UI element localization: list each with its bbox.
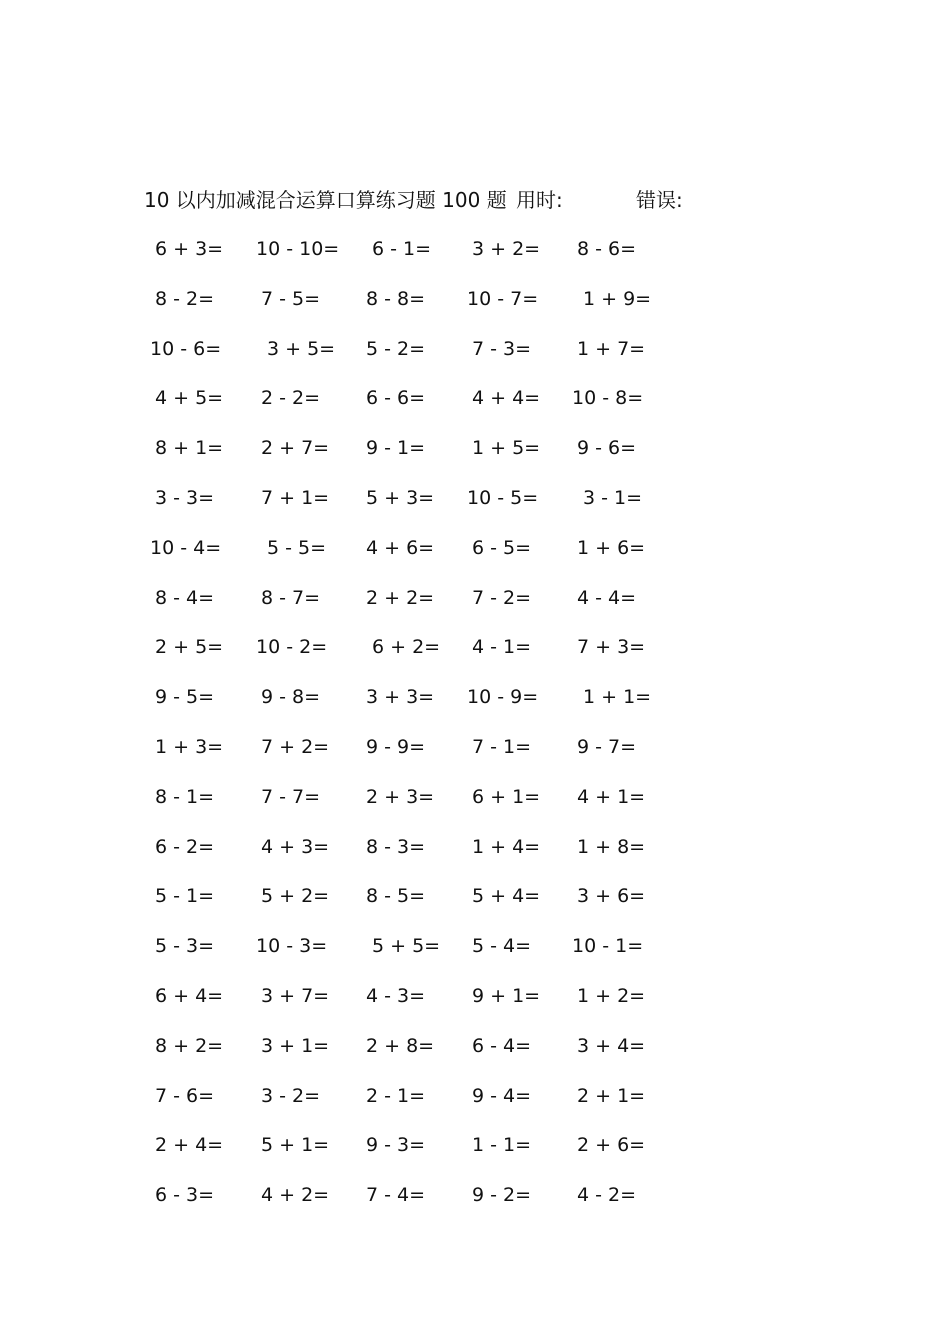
problem-row: [0, 731, 950, 781]
math-problem: 7 - 3=: [472, 337, 532, 360]
math-problem: 9 - 6=: [577, 437, 637, 460]
math-problem: 10 - 5=: [467, 486, 539, 509]
math-problem: 5 - 2=: [366, 337, 426, 360]
math-problem: 5 - 3=: [155, 935, 215, 958]
math-problem: 10 - 6=: [150, 337, 222, 360]
problem-row: [0, 482, 950, 532]
math-problem: 7 + 3=: [577, 636, 646, 659]
math-problem: 6 - 5=: [472, 536, 532, 559]
math-problem: 3 - 2=: [261, 1084, 321, 1107]
math-problem: 9 - 5=: [155, 686, 215, 709]
problem-row: [0, 382, 950, 432]
math-problem: 2 - 1=: [366, 1084, 426, 1107]
math-problem: 6 - 6=: [366, 387, 426, 410]
problem-row: [0, 631, 950, 681]
math-problem: 6 + 1=: [472, 785, 541, 808]
math-problem: 5 - 4=: [472, 935, 532, 958]
problem-row: [0, 880, 950, 930]
math-problem: 8 - 6=: [577, 238, 637, 260]
math-problem: 8 + 2=: [155, 1034, 224, 1057]
math-problem: 4 + 6=: [366, 536, 435, 559]
math-problem: 9 - 8=: [261, 686, 321, 709]
problem-row: [0, 1080, 950, 1130]
math-problem: 4 - 4=: [577, 586, 637, 609]
math-problem: 6 + 2=: [372, 636, 441, 659]
math-problem: 2 + 2=: [366, 586, 435, 609]
math-problem: 2 + 4=: [155, 1134, 224, 1157]
problem-row: [0, 781, 950, 831]
math-problem: 10 - 1=: [572, 935, 644, 958]
problem-row: [0, 333, 950, 383]
problem-row: [0, 233, 950, 283]
math-problem: 3 + 1=: [261, 1034, 330, 1057]
math-problem: 4 + 5=: [155, 387, 224, 410]
math-problem: 1 + 7=: [577, 337, 646, 360]
math-problem: 3 + 7=: [261, 984, 330, 1007]
math-problem: 3 + 4=: [577, 1034, 646, 1057]
math-problem: 6 - 4=: [472, 1034, 532, 1057]
time-label: 用时:: [516, 188, 563, 212]
problem-row: [0, 930, 950, 980]
math-problem: 1 + 3=: [155, 735, 224, 758]
math-problem: 3 - 3=: [155, 486, 215, 509]
math-problem: 9 - 7=: [577, 735, 637, 758]
math-problem: 3 - 1=: [583, 486, 643, 509]
math-problem: 6 - 3=: [155, 1184, 215, 1207]
math-problem: 1 + 1=: [583, 686, 652, 709]
math-problem: 7 - 4=: [366, 1184, 426, 1207]
problem-row: [0, 432, 950, 482]
math-problem: 6 - 1=: [372, 238, 432, 260]
math-problem: 10 - 8=: [572, 387, 644, 410]
math-problem: 4 - 3=: [366, 984, 426, 1007]
math-problem: 7 + 1=: [261, 486, 330, 509]
math-problem: 8 - 1=: [155, 785, 215, 808]
math-problem: 5 + 1=: [261, 1134, 330, 1157]
math-problem: 2 + 3=: [366, 785, 435, 808]
math-problem: 2 + 7=: [261, 437, 330, 460]
problem-row: [0, 1030, 950, 1080]
math-problem: 10 - 4=: [150, 536, 222, 559]
math-problem: 1 + 6=: [577, 536, 646, 559]
math-problem: 5 + 5=: [372, 935, 441, 958]
math-problem: 8 - 4=: [155, 586, 215, 609]
math-problem: 2 + 8=: [366, 1034, 435, 1057]
math-problem: 8 + 1=: [155, 437, 224, 460]
math-problem: 6 + 4=: [155, 984, 224, 1007]
problem-row: [0, 980, 950, 1030]
math-problem: 1 + 4=: [472, 835, 541, 858]
math-problem: 2 + 1=: [577, 1084, 646, 1107]
math-problem: 9 - 9=: [366, 735, 426, 758]
math-problem: 9 - 2=: [472, 1184, 532, 1207]
math-problem: 4 + 3=: [261, 835, 330, 858]
math-problem: 4 + 2=: [261, 1184, 330, 1207]
math-problem: 5 + 2=: [261, 885, 330, 908]
math-problem: 2 + 6=: [577, 1134, 646, 1157]
math-problem: 2 + 5=: [155, 636, 224, 659]
math-problem: 2 - 2=: [261, 387, 321, 410]
math-problem: 4 - 2=: [577, 1184, 637, 1207]
math-problem: 3 + 2=: [472, 238, 541, 260]
math-problem: 9 - 4=: [472, 1084, 532, 1107]
math-problem: 1 + 2=: [577, 984, 646, 1007]
problem-row: [0, 831, 950, 881]
math-problem: 5 + 3=: [366, 486, 435, 509]
math-problem: 10 - 3=: [256, 935, 328, 958]
math-problem: 7 - 5=: [261, 287, 321, 310]
problem-row: [0, 283, 950, 333]
math-problem: 1 - 1=: [472, 1134, 532, 1157]
math-problem: 9 - 1=: [366, 437, 426, 460]
math-problem: 5 + 4=: [472, 885, 541, 908]
math-problem: 3 + 6=: [577, 885, 646, 908]
math-problem: 9 - 3=: [366, 1134, 426, 1157]
problem-row: [0, 1129, 950, 1179]
worksheet-title: 10 以内加减混合运算口算练习题 100 题: [144, 188, 507, 212]
math-problem: 1 + 9=: [583, 287, 652, 310]
math-problem: 9 + 1=: [472, 984, 541, 1007]
math-problem: 5 - 5=: [267, 536, 327, 559]
math-problem: 8 - 3=: [366, 835, 426, 858]
math-problem: 8 - 5=: [366, 885, 426, 908]
math-problem: 6 + 3=: [155, 238, 224, 260]
math-problem: 7 - 7=: [261, 785, 321, 808]
math-problem: 7 + 2=: [261, 735, 330, 758]
problem-row: [0, 681, 950, 731]
math-problem: 10 - 9=: [467, 686, 539, 709]
problem-grid: [0, 233, 950, 1229]
math-problem: 6 - 2=: [155, 835, 215, 858]
math-problem: 3 + 5=: [267, 337, 336, 360]
math-problem: 4 - 1=: [472, 636, 532, 659]
math-problem: 1 + 5=: [472, 437, 541, 460]
math-problem: 8 - 7=: [261, 586, 321, 609]
problem-row: [0, 582, 950, 632]
math-problem: 7 - 2=: [472, 586, 532, 609]
math-problem: 1 + 8=: [577, 835, 646, 858]
math-problem: 10 - 10=: [256, 238, 340, 260]
math-problem: 10 - 2=: [256, 636, 328, 659]
problem-row: [0, 532, 950, 582]
math-problem: 4 + 1=: [577, 785, 646, 808]
math-problem: 8 - 8=: [366, 287, 426, 310]
math-problem: 8 - 2=: [155, 287, 215, 310]
math-problem: 10 - 7=: [467, 287, 539, 310]
error-label: 错误:: [636, 188, 683, 212]
problem-row: [0, 1179, 950, 1229]
math-problem: 5 - 1=: [155, 885, 215, 908]
math-problem: 7 - 6=: [155, 1084, 215, 1107]
math-problem: 7 - 1=: [472, 735, 532, 758]
math-problem: 4 + 4=: [472, 387, 541, 410]
math-problem: 3 + 3=: [366, 686, 435, 709]
